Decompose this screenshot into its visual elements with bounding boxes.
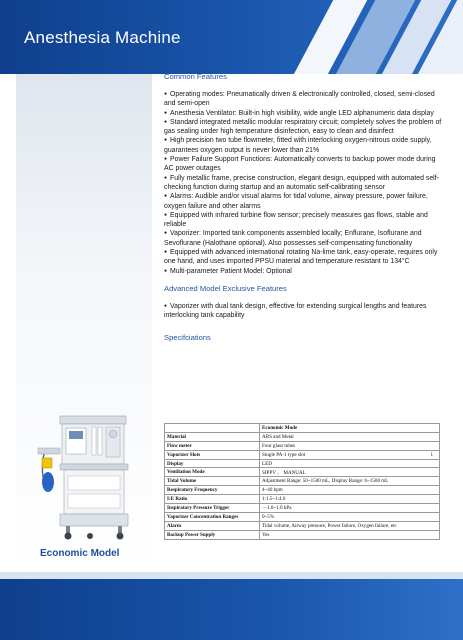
model-label: Economic Model — [40, 548, 120, 559]
specifications-heading: Specifciations — [164, 332, 211, 342]
list-item: ● Fully metallic frame, precise construction, elegant design, equipped with automated self-checking function during startup and an automatic self-calibrating sensor — [164, 174, 442, 193]
table-row — [165, 477, 440, 486]
spec-value: Four glass tubes — [260, 441, 440, 450]
table-row — [165, 432, 440, 441]
list-item: ● Multi-parameter Patient Model: Optional — [164, 267, 442, 276]
common-features-list — [164, 90, 442, 276]
table-row — [165, 530, 440, 539]
advanced-features-list — [164, 302, 442, 321]
spec-value-text: Single PA-1 type slot — [262, 451, 306, 458]
list-item: ● High precision two tube flowmeter, fitted with interlocking oxygen-nitrous oxide supply, guarantees oxygen output is never lower than 21% — [164, 136, 442, 155]
spec-key: Alarm — [165, 521, 260, 530]
anesthesia-machine-image — [30, 412, 142, 542]
list-item: ● Vaporizer: Imported tank components assembled locally; Enflurane, Isoflurane and Sevoflurane (Halothane optional). Also possesses self-compensating functionality — [164, 229, 442, 248]
table-row — [165, 468, 440, 477]
spec-value — [260, 450, 440, 459]
list-item: ● Alarms: Audible and/or visual alarms for tidal volume, airway pressure, power failure, oxygen failure and other alarms — [164, 192, 442, 211]
footer-banner — [0, 572, 463, 640]
spec-key: I:E Ratio — [165, 495, 260, 504]
spec-value: LED — [260, 459, 440, 468]
table-row — [165, 486, 440, 495]
list-item: ● Anesthesia Ventilator: Built-in high visibility, wide angle LED alphanumeric data display — [164, 109, 442, 118]
page-title: Anesthesia Machine — [24, 28, 181, 47]
footer-band — [0, 572, 463, 579]
list-item: ● Equipped with infrared turbine flow sensor; precisely measures gas flows, stable and reliable — [164, 211, 442, 230]
common-features-heading: Common Features — [164, 72, 227, 81]
spec-key: Respiratory Frequency — [165, 486, 260, 495]
spec-value: ABS and Metal — [260, 432, 440, 441]
spec-note: 1 — [430, 451, 433, 458]
spec-value: Tidal volume, Airway pressure, Power failure, Oxygen failure, etc — [260, 521, 440, 530]
spec-key: Inspiratory Pressure Trigger — [165, 504, 260, 513]
spec-key: Tidal Volume — [165, 477, 260, 486]
spec-value: Adjustment Range: 50~1500 mL, Display Range: 0~1500 mL — [260, 477, 440, 486]
table-row — [165, 450, 440, 459]
advanced-features-heading: Advanced Model Exclusive Features — [164, 283, 287, 293]
table-row — [165, 521, 440, 530]
table-row — [165, 512, 440, 521]
spec-key: Ventilation Mode — [165, 468, 260, 477]
specifications-table — [164, 423, 440, 540]
main-content — [164, 68, 442, 351]
table-row — [165, 459, 440, 468]
list-item: ● Vaporizer with dual tank design, effective for extending surgical lengths and features interlocking tank capability — [164, 302, 442, 321]
spec-key: Flow meter — [165, 441, 260, 450]
table-row — [165, 441, 440, 450]
spec-value: 1:1.5~1:4.0 — [260, 495, 440, 504]
spec-key: Backup Power Supply — [165, 530, 260, 539]
list-item: ● Power Failure Support Functions: Automatically converts to backup power mode during AC power outages — [164, 155, 442, 174]
list-item: ● Equipped with advanced international rotating Na-lime tank, easy-operate, requires only one hand, and uses imported PPSU material and temperature resistant to 134°C — [164, 248, 442, 267]
header-banner — [0, 0, 463, 74]
table-header-row — [165, 424, 440, 433]
spec-value: 4~40 bpm — [260, 486, 440, 495]
spec-key: Material — [165, 432, 260, 441]
spec-value: Yes — [260, 530, 440, 539]
spec-value: －1.0~1.0 kPa — [260, 504, 440, 513]
spec-key: Display — [165, 459, 260, 468]
spec-key: Vaporizer Slots — [165, 450, 260, 459]
spec-value: SIPPV 、 MANUAL — [260, 468, 440, 477]
table-row — [165, 495, 440, 504]
table-header-blank — [165, 424, 260, 433]
table-header-economic: Economic Mode — [260, 424, 440, 433]
list-item: ● Standard integrated metallic modular respiratory circuit; completely solves the problem of gas sealing under high temperature disinfection, easy to clean and disinfect — [164, 118, 442, 137]
spec-value: 0~5% — [260, 512, 440, 521]
list-item: ● Operating modes: Pneumatically driven & electronically controlled, closed, semi-closed and semi-open — [164, 90, 442, 109]
spec-key: Vaporizer Concentration Ranges — [165, 512, 260, 521]
table-row — [165, 504, 440, 513]
